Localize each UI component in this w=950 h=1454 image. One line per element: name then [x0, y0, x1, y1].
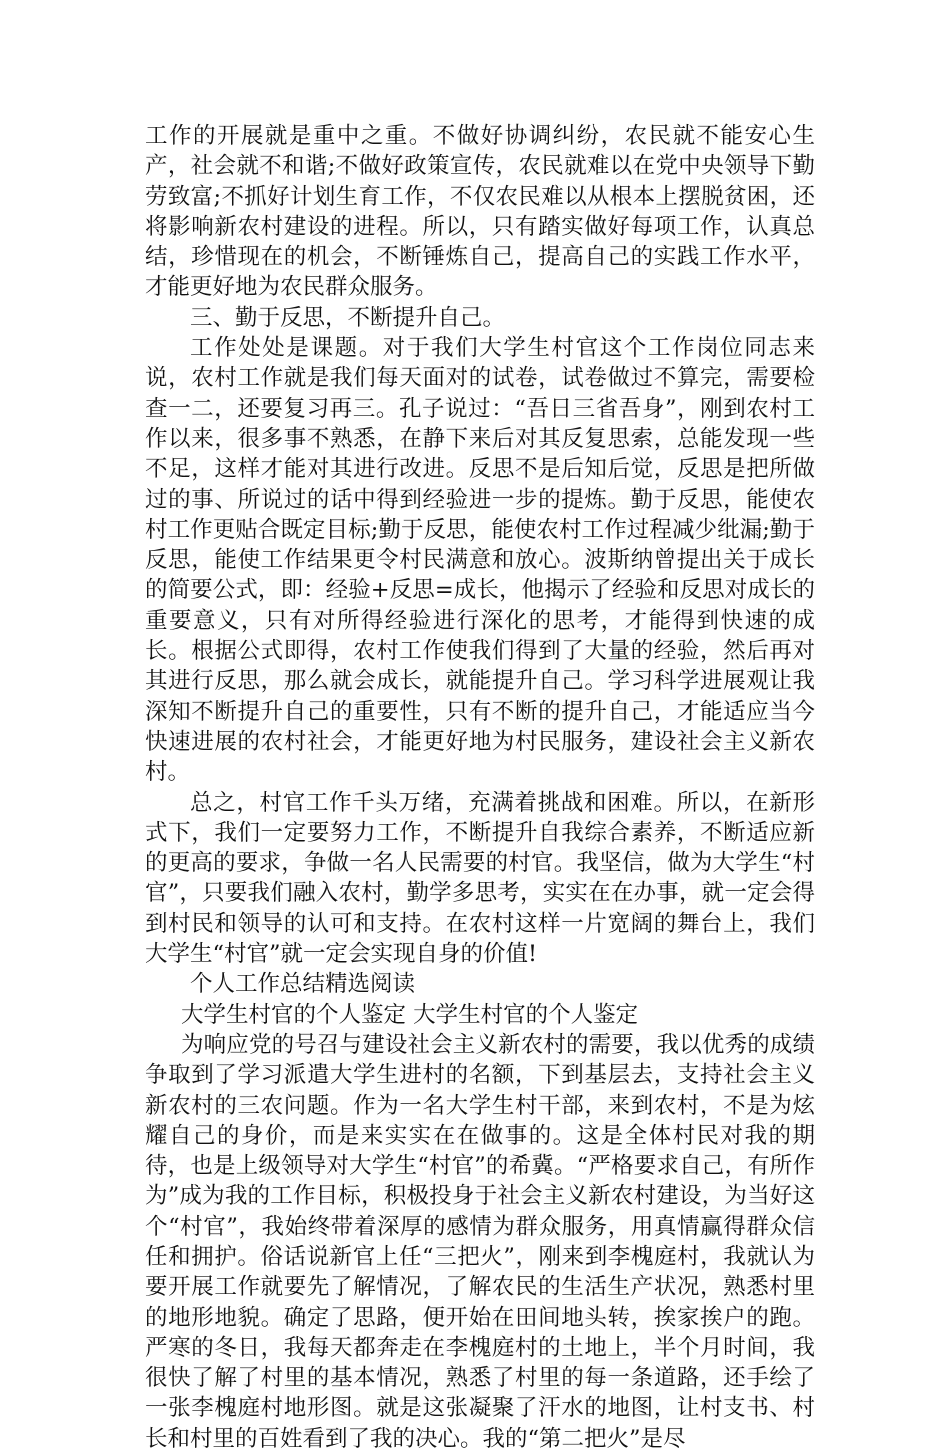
paragraph-conclusion: 总之，村官工作千头万绪，充满着挑战和困难。所以，在新形式下，我们一定要努力工作，不断提升自我综合素养，不断适应新的更高的要求，争做一名人民需要的村官。我坚信，做为大学生“村官”，只要我们融入农村，勤学多思考，实实在在办事，就一定会得到村民和领导的认可和支持。在农村这样一片宽阔的舞台上，我们大学生“村官”就一定会实现自身的价值!	[145, 789, 815, 968]
paragraph-reflection: 工作处处是课题。对于我们大学生村官这个工作岗位同志来说，农村工作就是我们每天面对的试卷，试卷做过不算完，需要检查一二，还要复习再三。孔子说过：“吾日三省吾身”，刚到农村工作以来，很多事不熟悉，在静下来后对其反复思索，总能发现一些不足，这样才能对其进行改进。反思不是后知后觉，反思是把所做过的事、所说过的话中得到经验进一步的提炼。勤于反思，能使农村工作更贴合既定目标;勤于反思，能使农村工作过程减少纰漏;勤于反思，能使工作结果更令村民满意和放心。波斯纳曾提出关于成长的简要公式，即：经验+反思=成长，他揭示了经验和反思对成长的重要意义，只有对所得经验进行深化的思考，才能得到快速的成长。根据公式即得，农村工作使我们得到了大量的经验，然后再对其进行反思，那么就会成长，就能提升自己。学习科学进展观让我深知不断提升自己的重要性，只有不断的提升自己，才能适应当今快速进展的农村社会，才能更好地为村民服务，建设社会主义新农村。	[145, 335, 815, 786]
section-heading-selected-reading: 个人工作总结精选阅读	[190, 971, 416, 998]
paragraph-work-importance: 工作的开展就是重中之重。不做好协调纠纷，农民就不能安心生产，社会就不和谐;不做好政策宣传，农民就难以在党中央领导下勤劳致富;不抓好计划生育工作，不仅农民难以从根本上摆脱贫困，还将影响新农村建设的进程。所以，只有踏实做好每项工作，认真总结，珍惜现在的机会，不断锤炼自己，提高自己的实践工作水平，才能更好地为农民群众服务。	[145, 123, 815, 301]
section-heading-appraisal: 大学生村官的个人鉴定 大学生村官的个人鉴定	[181, 1001, 639, 1028]
section-heading-reflection: 三、勤于反思，不断提升自己。	[190, 304, 506, 331]
document-page	[145, 121, 815, 1454]
paragraph-appraisal: 为响应党的号召与建设社会主义新农村的需要，我以优秀的成绩争取到了学习派遣大学生进村的名额，下到基层去，支持社会主义新农村的三农问题。作为一名大学生村干部，来到农村，不是为炫耀自己的身价，而是来实实在在做事的。这是全体村民对我的期待，也是上级领导对大学生“村官”的希冀。“严格要求自己，有所作为”成为我的工作目标，积极投身于社会主义新农村建设，为当好这个“村官”，我始终带着深厚的感情为群众服务，用真情赢得群众信任和拥护。俗话说新官上任“三把火”，刚来到李槐庭村，我就认为要开展工作就要先了解情况，了解农民的生活生产状况，熟悉村里的地形地貌。确定了思路，便开始在田间地头转，挨家挨户的跑。严寒的冬日，我每天都奔走在李槐庭村的土地上，半个月时间，我很快了解了村里的基本情况，熟悉了村里的每一条道路，还手绘了一张李槐庭村地形图。就是这张凝聚了汗水的地图，让村支书、村长和村里的百姓看到了我的决心。我的“第二把火”是尽	[145, 1031, 815, 1452]
